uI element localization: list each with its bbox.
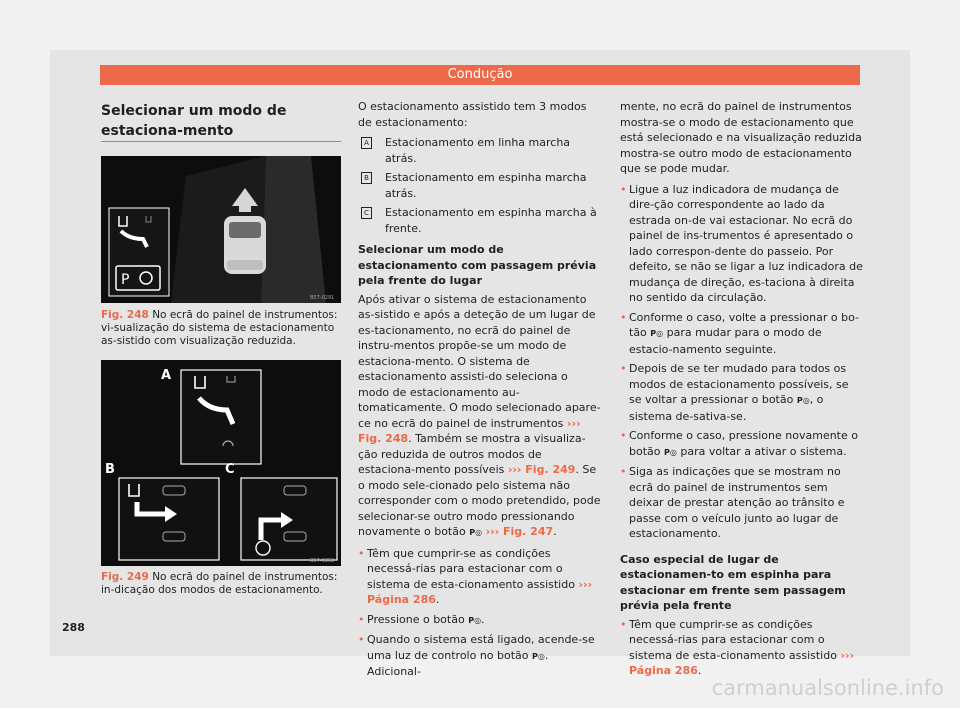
intro-paragraph: O estacionamento assistido tem 3 modos de estacionamento: [358,100,587,129]
park-assist-button-icon: P◎ [650,329,664,338]
panel-label-c: C [225,462,235,477]
figure-label: Fig. 249 [101,571,149,583]
figure-249 [101,360,341,566]
park-assist-button-icon: P◎ [468,615,482,625]
bullet-item: • Quando o sistema está ligado, acende-se uma luz de controlo no botão P◎. Adicional- [358,632,601,680]
panel-label-b: B [105,462,115,477]
parking-modes-list [358,135,601,236]
paragraph: mente, no ecrã do painel de instrumentos mostra-se o modo de estacionamento que está selecionado e na visualização reduzida mostra-se outro modo de estacionamento que se pode mudar. [620,100,862,175]
subheading: Caso especial de lugar de estacionamen-to em espinha para estacionar em frente sem passagem prévia pela frente [620,552,846,612]
figure-caption-text: No ecrã do painel de instrumentos: vi-sualização do sistema de estacionamento as-sistido com visualização reduzida. [101,309,338,347]
bullet-item: • Conforme o caso, volte a pressionar o bo-tão P◎ para mudar para o modo de estacio-namento seguinte. [620,310,863,358]
figure-link[interactable]: ››› Fig. 247 [485,525,554,538]
section-title: Selecionar um modo de estaciona-mento [101,103,287,139]
figure-link[interactable]: ››› Fig. 248 [358,416,581,445]
list-item: B Estacionamento em espinha marcha atrás. [358,170,601,201]
park-assist-button-icon: P◎ [796,396,810,405]
svg-text:P: P [121,272,130,288]
chapter-header: Condução [100,65,860,85]
figure-248-caption [101,309,341,348]
page-number: 288 [62,621,85,634]
section-divider [101,141,341,142]
figure-caption-text: No ecrã do painel de instrumentos: in-dicação dos modos de estacionamento. [101,571,338,596]
park-assist-button-icon: P◎ [469,528,483,537]
list-item: A Estacionamento em linha marcha atrás. [358,135,601,166]
subheading: Selecionar um modo de estacionamento com passagem prévia pela frente do lugar [358,243,597,287]
park-assist-button-icon: P◎ [664,447,677,457]
bullet-item: • Conforme o caso, pressione novamente o botão P◎ para voltar a ativar o sistema. [620,428,863,460]
bullet-item: • Ligue a luz indicadora de mudança de dire-ção correspondente ao lado da estrada on-de vai estacionar. No ecrã do painel de ins-trumentos é apresentado o lado correspon-dente do passeio. Por defeito, se não se ligar a luz indicadora de mudança de direção, es-taciona à direita no sentido da circulação. [620,182,863,306]
text-column-middle [358,99,601,684]
text-column-right [620,99,863,683]
mode-key: B [361,172,372,184]
panel-label-a: A [161,368,172,383]
parking-modes-illustration [101,360,341,566]
figure-label: Fig. 248 [101,309,149,321]
figure-link[interactable]: ››› Fig. 249 [507,463,576,476]
page-link[interactable]: ››› Página 286 [629,648,855,677]
page-link[interactable]: ››› Página 286 [367,577,593,606]
bullet-item: • Depois de se ter mudado para todos os modos de estacionamento possíveis, se se voltar a pressionar o botão P◎, o sistema de-sativa-se. [620,361,863,424]
list-item: C Estacionamento em espinha marcha à frente. [358,205,601,236]
bullet-item: • Têm que cumprir-se as condições necessá-rias para estacionar com o sistema de esta-cionamento assistido ››› Página 286. [358,546,601,608]
watermark: carmanualsonline.info [711,676,944,700]
bullet-item: • Siga as indicações que se mostram no ecrã do painel de instrumentos sem deixar de prestar atenção ao trânsito e passe com o veículo junto ao lugar de estacionamento. [620,464,863,542]
parking-display-illustration [101,156,341,303]
figure-249-caption [101,571,341,597]
bullet-item: • Pressione o botão P◎. [358,612,601,629]
paragraph: Após ativar o sistema de estacionamento as-sistido e após a deteção de um lugar de es-tacionamento, no ecrã do painel de instru-mentos propõe-se um modo de estaciona-mento. O sistema de estacionamento assisti-do seleciona o modo de estacionamento au-tomaticamente. O modo selecionado apare-ce no ecrã do painel de instrumentos ››› Fig. 248. Também se mostra a visualiza-ção reduzida de outros modos de estaciona-mento possíveis ››› Fig. 249. Se o modo sele-cionado pelo sistema não corresponder com o modo pretendido, pode selecionar-se outro modo pressionando novamente o botão P◎ ››› Fig. 247. [358,292,601,538]
bullet-item: • Têm que cumprir-se as condições necessá-rias para estacionar com o sistema de esta-cionamento assistido ››› Página 286. [620,617,863,679]
figure-id: B57-0291 [310,295,335,301]
figure-id: B57-0352 [310,558,335,564]
mode-key: C [361,207,372,219]
park-assist-button-icon: P◎ [532,651,545,661]
figure-248 [101,156,341,303]
mode-key: A [361,137,372,149]
